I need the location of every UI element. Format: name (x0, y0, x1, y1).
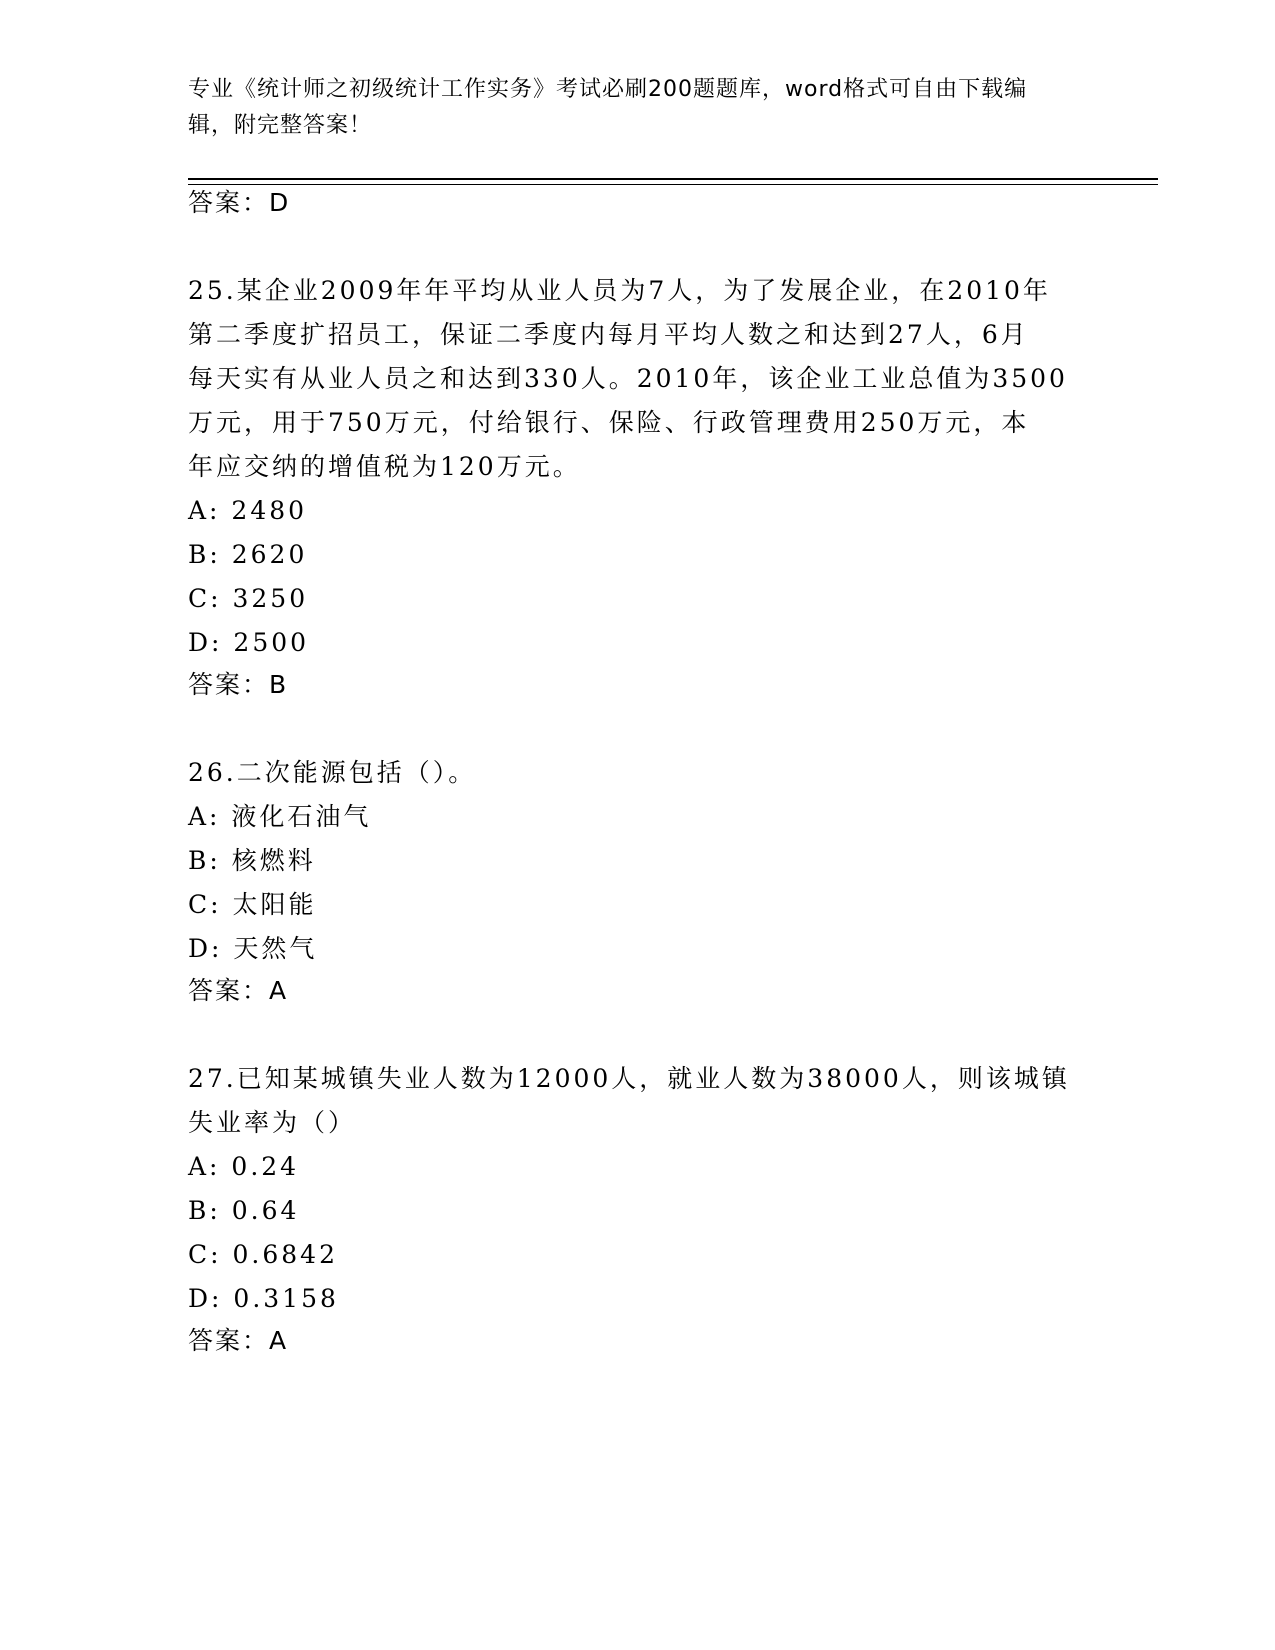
question-27-option-d: D: 0.3158 (188, 1284, 339, 1313)
question-25-option-b: B: 2620 (188, 540, 308, 569)
question-25-line-3: 每天实有从业人员之和达到330人。2010年，该企业工业总值为3500 (188, 364, 1068, 393)
question-25-answer: 答案：B (188, 670, 289, 699)
question-27-option-c: C: 0.6842 (188, 1240, 338, 1269)
header-rule-thin (188, 184, 1158, 185)
question-25-option-a: A: 2480 (188, 496, 308, 525)
header-rule-thick (188, 178, 1158, 180)
question-25-line-4: 万元，用于750万元，付给银行、保险、行政管理费用250万元，本 (188, 408, 1030, 437)
question-26-line-1: 26.二次能源包括（）。 (188, 758, 477, 787)
question-27-line-2: 失业率为（） (188, 1108, 357, 1137)
question-25-line-1: 25.某企业2009年年平均从业人员为7人，为了发展企业，在2010年 (188, 276, 1051, 305)
question-27-answer: 答案：A (188, 1326, 289, 1355)
previous-answer: 答案：D (188, 188, 291, 217)
document-header: 专业《统计师之初级统计工作实务》考试必刷200题题库，word格式可自由下载编辑，附完整答案！ (188, 77, 1028, 138)
question-25-line-2: 第二季度扩招员工，保证二季度内每月平均人数之和达到27人，6月 (188, 320, 1029, 349)
question-25-option-c: C: 3250 (188, 584, 309, 613)
question-26-option-d: D: 天然气 (188, 934, 318, 963)
question-26-answer: 答案：A (188, 976, 289, 1005)
question-26-option-c: C: 太阳能 (188, 890, 317, 919)
question-26-option-a: A: 液化石油气 (188, 802, 372, 831)
question-27-option-b: B: 0.64 (188, 1196, 300, 1225)
question-27-option-a: A: 0.24 (188, 1152, 300, 1181)
question-26-option-b: B: 核燃料 (188, 846, 316, 875)
question-27-line-1: 27.已知某城镇失业人数为12000人，就业人数为38000人，则该城镇 (188, 1064, 1070, 1093)
question-25-line-5: 年应交纳的增值税为120万元。 (188, 452, 581, 481)
question-25-option-d: D: 2500 (188, 628, 310, 657)
